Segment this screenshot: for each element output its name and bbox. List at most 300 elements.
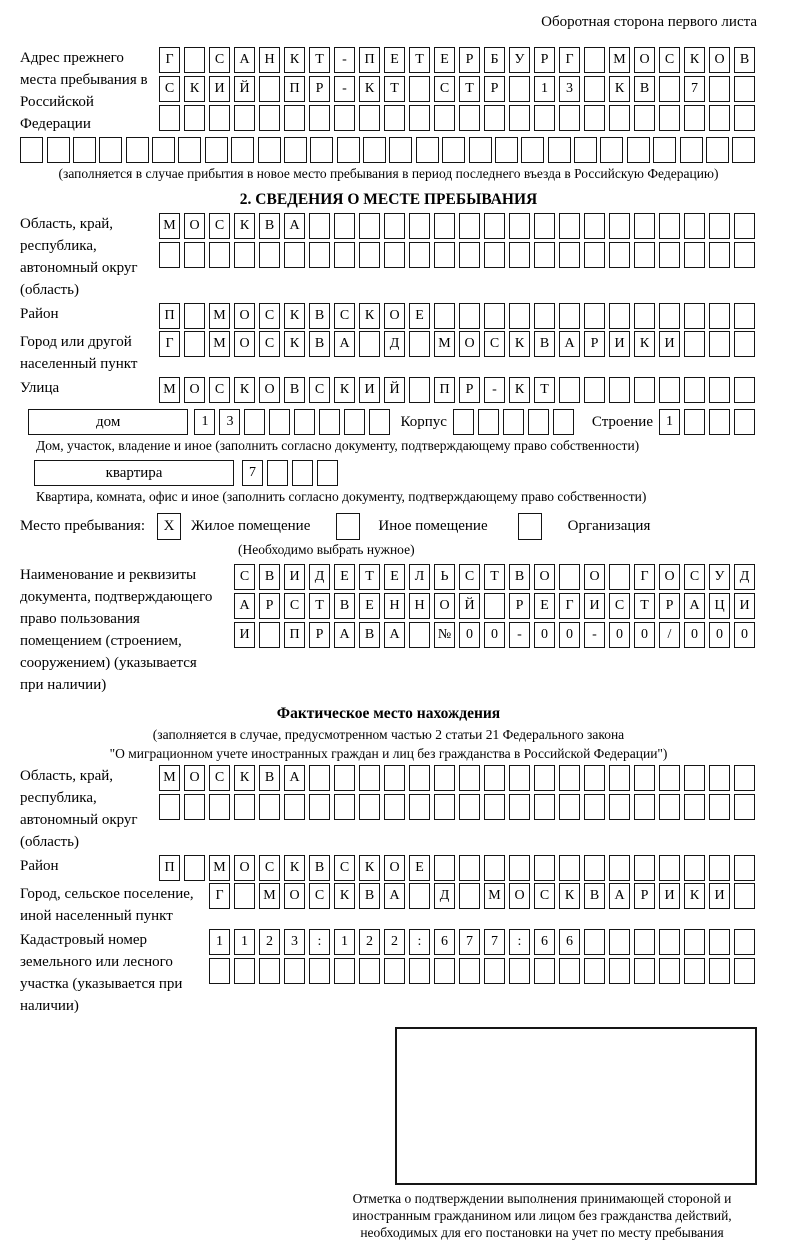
char-cell[interactable] (548, 137, 571, 163)
char-cell[interactable]: Г (634, 564, 655, 590)
char-cell[interactable]: О (459, 331, 480, 357)
char-cell[interactable]: Е (334, 564, 355, 590)
char-cell[interactable] (309, 105, 330, 131)
char-cell[interactable] (659, 303, 680, 329)
char-cell[interactable] (359, 242, 380, 268)
char-cell[interactable] (559, 105, 580, 131)
char-cell[interactable] (184, 47, 205, 73)
char-cell[interactable]: 7 (684, 76, 705, 102)
checkbox-residential[interactable]: X (157, 513, 181, 540)
char-cell[interactable]: А (384, 622, 405, 648)
char-cell[interactable] (634, 958, 655, 984)
char-cell[interactable]: К (684, 883, 705, 909)
char-cell[interactable]: К (284, 303, 305, 329)
char-cell[interactable] (234, 883, 255, 909)
char-cell[interactable] (534, 958, 555, 984)
char-cell[interactable]: С (284, 593, 305, 619)
char-cell[interactable]: Р (509, 593, 530, 619)
char-cell[interactable] (434, 958, 455, 984)
char-cell[interactable]: № (434, 622, 455, 648)
char-cell[interactable]: 6 (559, 929, 580, 955)
char-cell[interactable]: - (334, 47, 355, 73)
char-cell[interactable] (732, 137, 755, 163)
char-cell[interactable] (434, 765, 455, 791)
char-cell[interactable]: К (284, 331, 305, 357)
char-cell[interactable] (159, 794, 180, 820)
char-cell[interactable] (159, 105, 180, 131)
char-cell[interactable] (389, 137, 412, 163)
char-cell[interactable] (334, 794, 355, 820)
char-cell[interactable]: 1 (194, 409, 215, 435)
char-cell[interactable] (734, 242, 755, 268)
char-cell[interactable] (184, 794, 205, 820)
char-cell[interactable] (495, 137, 518, 163)
char-cell[interactable] (209, 242, 230, 268)
char-cell[interactable] (734, 377, 755, 403)
char-cell[interactable]: 0 (634, 622, 655, 648)
char-cell[interactable] (659, 765, 680, 791)
char-cell[interactable]: 1 (209, 929, 230, 955)
char-cell[interactable]: Е (409, 855, 430, 881)
char-cell[interactable] (459, 303, 480, 329)
char-cell[interactable]: Т (359, 564, 380, 590)
char-cell[interactable]: Н (259, 47, 280, 73)
char-cell[interactable]: С (209, 377, 230, 403)
char-cell[interactable]: К (284, 855, 305, 881)
char-cell[interactable]: Д (384, 331, 405, 357)
char-cell[interactable] (709, 958, 730, 984)
char-cell[interactable] (709, 377, 730, 403)
char-cell[interactable] (574, 137, 597, 163)
char-cell[interactable] (534, 765, 555, 791)
char-cell[interactable]: 0 (709, 622, 730, 648)
char-cell[interactable]: О (184, 765, 205, 791)
char-cell[interactable] (337, 137, 360, 163)
char-cell[interactable]: М (209, 303, 230, 329)
char-cell[interactable] (209, 794, 230, 820)
char-cell[interactable]: В (584, 883, 605, 909)
char-cell[interactable]: 1 (534, 76, 555, 102)
char-cell[interactable]: 3 (219, 409, 240, 435)
char-cell[interactable]: 0 (484, 622, 505, 648)
char-cell[interactable] (559, 564, 580, 590)
char-cell[interactable]: Д (734, 564, 755, 590)
char-cell[interactable]: 0 (734, 622, 755, 648)
char-cell[interactable] (584, 855, 605, 881)
char-cell[interactable]: Й (234, 76, 255, 102)
char-cell[interactable] (334, 242, 355, 268)
char-cell[interactable]: М (159, 213, 180, 239)
char-cell[interactable]: С (234, 564, 255, 590)
char-cell[interactable] (559, 855, 580, 881)
char-cell[interactable] (459, 105, 480, 131)
char-cell[interactable]: О (634, 47, 655, 73)
char-cell[interactable]: 3 (284, 929, 305, 955)
char-cell[interactable]: О (234, 331, 255, 357)
char-cell[interactable]: Г (209, 883, 230, 909)
char-cell[interactable]: 0 (609, 622, 630, 648)
char-cell[interactable] (384, 213, 405, 239)
char-cell[interactable]: И (359, 377, 380, 403)
char-cell[interactable] (269, 409, 290, 435)
char-cell[interactable] (709, 794, 730, 820)
char-cell[interactable] (609, 794, 630, 820)
char-cell[interactable]: С (434, 76, 455, 102)
char-cell[interactable] (409, 958, 430, 984)
char-cell[interactable] (434, 105, 455, 131)
char-cell[interactable]: П (359, 47, 380, 73)
char-cell[interactable]: М (484, 883, 505, 909)
char-cell[interactable]: Р (459, 47, 480, 73)
char-cell[interactable] (484, 855, 505, 881)
char-cell[interactable]: К (509, 331, 530, 357)
char-cell[interactable]: Р (484, 76, 505, 102)
char-cell[interactable] (258, 137, 281, 163)
char-cell[interactable]: 2 (384, 929, 405, 955)
char-cell[interactable] (284, 105, 305, 131)
char-cell[interactable] (634, 794, 655, 820)
char-cell[interactable] (484, 213, 505, 239)
char-cell[interactable] (384, 105, 405, 131)
char-cell[interactable] (99, 137, 122, 163)
char-cell[interactable] (409, 765, 430, 791)
char-cell[interactable] (434, 242, 455, 268)
char-cell[interactable] (284, 242, 305, 268)
char-cell[interactable] (20, 137, 43, 163)
char-cell[interactable] (609, 242, 630, 268)
char-cell[interactable] (653, 137, 676, 163)
char-cell[interactable] (259, 105, 280, 131)
char-cell[interactable]: П (284, 76, 305, 102)
char-cell[interactable] (684, 958, 705, 984)
char-cell[interactable] (416, 137, 439, 163)
char-cell[interactable]: У (509, 47, 530, 73)
char-cell[interactable] (600, 137, 623, 163)
char-cell[interactable]: С (459, 564, 480, 590)
char-cell[interactable]: М (209, 331, 230, 357)
char-cell[interactable] (559, 958, 580, 984)
char-cell[interactable]: М (259, 883, 280, 909)
char-cell[interactable] (559, 377, 580, 403)
char-cell[interactable]: О (184, 377, 205, 403)
char-cell[interactable] (509, 76, 530, 102)
char-cell[interactable]: С (659, 47, 680, 73)
char-cell[interactable]: 0 (459, 622, 480, 648)
char-cell[interactable]: - (509, 622, 530, 648)
char-cell[interactable] (684, 794, 705, 820)
char-cell[interactable]: П (159, 855, 180, 881)
char-cell[interactable] (459, 883, 480, 909)
char-cell[interactable] (584, 377, 605, 403)
char-cell[interactable] (709, 242, 730, 268)
char-cell[interactable]: А (334, 331, 355, 357)
char-cell[interactable] (409, 213, 430, 239)
char-cell[interactable]: О (234, 303, 255, 329)
char-cell[interactable] (434, 855, 455, 881)
char-cell[interactable]: К (634, 331, 655, 357)
char-cell[interactable] (234, 242, 255, 268)
char-cell[interactable]: О (259, 377, 280, 403)
char-cell[interactable] (509, 213, 530, 239)
char-cell[interactable] (709, 331, 730, 357)
char-cell[interactable] (284, 137, 307, 163)
char-cell[interactable]: Й (459, 593, 480, 619)
char-cell[interactable] (609, 855, 630, 881)
char-cell[interactable]: / (659, 622, 680, 648)
char-cell[interactable] (684, 105, 705, 131)
char-cell[interactable] (359, 794, 380, 820)
char-cell[interactable]: Е (409, 303, 430, 329)
char-cell[interactable]: И (659, 331, 680, 357)
char-cell[interactable]: П (159, 303, 180, 329)
char-cell[interactable] (609, 765, 630, 791)
char-cell[interactable] (559, 242, 580, 268)
char-cell[interactable]: : (409, 929, 430, 955)
char-cell[interactable] (659, 76, 680, 102)
char-cell[interactable]: - (334, 76, 355, 102)
char-cell[interactable] (309, 765, 330, 791)
char-cell[interactable] (459, 855, 480, 881)
char-cell[interactable] (584, 47, 605, 73)
char-cell[interactable]: С (259, 855, 280, 881)
char-cell[interactable] (584, 958, 605, 984)
char-cell[interactable] (709, 303, 730, 329)
char-cell[interactable] (369, 409, 390, 435)
char-cell[interactable]: 2 (259, 929, 280, 955)
char-cell[interactable] (634, 303, 655, 329)
char-cell[interactable] (359, 331, 380, 357)
char-cell[interactable]: - (584, 622, 605, 648)
char-cell[interactable] (706, 137, 729, 163)
char-cell[interactable]: В (359, 883, 380, 909)
char-cell[interactable] (484, 242, 505, 268)
char-cell[interactable]: Ь (434, 564, 455, 590)
char-cell[interactable] (484, 765, 505, 791)
char-cell[interactable] (453, 409, 474, 435)
char-cell[interactable] (709, 76, 730, 102)
char-cell[interactable] (384, 765, 405, 791)
char-cell[interactable] (627, 137, 650, 163)
char-cell[interactable] (734, 409, 755, 435)
char-cell[interactable] (484, 303, 505, 329)
char-cell[interactable]: 7 (242, 460, 263, 486)
char-cell[interactable] (684, 409, 705, 435)
char-cell[interactable] (152, 137, 175, 163)
char-cell[interactable]: К (234, 765, 255, 791)
char-cell[interactable] (284, 794, 305, 820)
char-cell[interactable]: Е (384, 47, 405, 73)
char-cell[interactable] (334, 105, 355, 131)
char-cell[interactable]: К (234, 213, 255, 239)
char-cell[interactable]: Г (159, 47, 180, 73)
char-cell[interactable] (259, 794, 280, 820)
char-cell[interactable] (184, 331, 205, 357)
char-cell[interactable] (584, 213, 605, 239)
char-cell[interactable] (459, 958, 480, 984)
char-cell[interactable]: : (509, 929, 530, 955)
char-cell[interactable]: С (209, 47, 230, 73)
char-cell[interactable] (634, 765, 655, 791)
char-cell[interactable] (559, 213, 580, 239)
char-cell[interactable] (126, 137, 149, 163)
char-cell[interactable]: О (284, 883, 305, 909)
char-cell[interactable] (317, 460, 338, 486)
char-cell[interactable]: Т (309, 593, 330, 619)
char-cell[interactable] (459, 794, 480, 820)
char-cell[interactable] (209, 958, 230, 984)
char-cell[interactable] (584, 76, 605, 102)
char-cell[interactable]: С (534, 883, 555, 909)
char-cell[interactable] (284, 958, 305, 984)
char-cell[interactable]: Р (659, 593, 680, 619)
char-cell[interactable] (684, 331, 705, 357)
char-cell[interactable] (478, 409, 499, 435)
char-cell[interactable] (559, 765, 580, 791)
char-cell[interactable]: С (159, 76, 180, 102)
char-cell[interactable] (659, 855, 680, 881)
char-cell[interactable] (609, 564, 630, 590)
char-cell[interactable] (294, 409, 315, 435)
char-cell[interactable] (384, 958, 405, 984)
char-cell[interactable] (409, 377, 430, 403)
char-cell[interactable]: А (284, 765, 305, 791)
char-cell[interactable]: 7 (484, 929, 505, 955)
char-cell[interactable]: М (609, 47, 630, 73)
char-cell[interactable] (484, 593, 505, 619)
char-cell[interactable]: В (259, 765, 280, 791)
char-cell[interactable] (659, 929, 680, 955)
char-cell[interactable] (434, 794, 455, 820)
char-cell[interactable] (534, 794, 555, 820)
char-cell[interactable]: В (534, 331, 555, 357)
char-cell[interactable] (559, 794, 580, 820)
char-cell[interactable]: К (359, 855, 380, 881)
char-cell[interactable] (734, 76, 755, 102)
char-cell[interactable]: И (659, 883, 680, 909)
char-cell[interactable]: С (309, 883, 330, 909)
char-cell[interactable]: Е (434, 47, 455, 73)
char-cell[interactable]: Н (384, 593, 405, 619)
char-cell[interactable] (292, 460, 313, 486)
char-cell[interactable]: О (234, 855, 255, 881)
char-cell[interactable] (534, 213, 555, 239)
char-cell[interactable] (609, 303, 630, 329)
char-cell[interactable] (73, 137, 96, 163)
char-cell[interactable]: И (284, 564, 305, 590)
char-cell[interactable] (209, 105, 230, 131)
char-cell[interactable]: К (184, 76, 205, 102)
char-cell[interactable] (231, 137, 254, 163)
char-cell[interactable]: С (209, 765, 230, 791)
char-cell[interactable]: И (584, 593, 605, 619)
char-cell[interactable]: В (309, 331, 330, 357)
char-cell[interactable] (709, 929, 730, 955)
char-cell[interactable] (359, 105, 380, 131)
char-cell[interactable]: С (684, 564, 705, 590)
char-cell[interactable]: И (734, 593, 755, 619)
char-cell[interactable] (584, 105, 605, 131)
char-cell[interactable]: В (334, 593, 355, 619)
char-cell[interactable] (47, 137, 70, 163)
char-cell[interactable]: : (309, 929, 330, 955)
char-cell[interactable] (659, 105, 680, 131)
char-cell[interactable] (459, 765, 480, 791)
char-cell[interactable]: К (359, 303, 380, 329)
char-cell[interactable] (359, 958, 380, 984)
char-cell[interactable]: И (234, 622, 255, 648)
char-cell[interactable]: Б (484, 47, 505, 73)
char-cell[interactable] (178, 137, 201, 163)
char-cell[interactable]: С (609, 593, 630, 619)
char-cell[interactable] (184, 855, 205, 881)
char-cell[interactable] (159, 242, 180, 268)
char-cell[interactable] (684, 377, 705, 403)
char-cell[interactable]: Т (459, 76, 480, 102)
char-cell[interactable]: А (559, 331, 580, 357)
char-cell[interactable]: К (684, 47, 705, 73)
char-cell[interactable]: И (209, 76, 230, 102)
char-cell[interactable] (484, 794, 505, 820)
char-cell[interactable]: А (284, 213, 305, 239)
char-cell[interactable] (309, 213, 330, 239)
char-cell[interactable]: С (484, 331, 505, 357)
char-cell[interactable] (259, 76, 280, 102)
char-cell[interactable]: О (509, 883, 530, 909)
char-cell[interactable]: 1 (334, 929, 355, 955)
char-cell[interactable] (409, 76, 430, 102)
char-cell[interactable]: А (334, 622, 355, 648)
char-cell[interactable]: Р (309, 622, 330, 648)
char-cell[interactable]: 0 (559, 622, 580, 648)
char-cell[interactable]: П (284, 622, 305, 648)
char-cell[interactable]: 0 (534, 622, 555, 648)
char-cell[interactable] (359, 765, 380, 791)
char-cell[interactable]: С (309, 377, 330, 403)
char-cell[interactable] (734, 855, 755, 881)
char-cell[interactable]: И (709, 883, 730, 909)
char-cell[interactable] (709, 765, 730, 791)
char-cell[interactable]: Р (634, 883, 655, 909)
char-cell[interactable] (442, 137, 465, 163)
char-cell[interactable]: С (334, 855, 355, 881)
char-cell[interactable] (259, 242, 280, 268)
char-cell[interactable] (344, 409, 365, 435)
char-cell[interactable]: К (609, 76, 630, 102)
char-cell[interactable] (634, 105, 655, 131)
char-cell[interactable]: С (209, 213, 230, 239)
char-cell[interactable] (609, 929, 630, 955)
char-cell[interactable]: Т (534, 377, 555, 403)
char-cell[interactable]: В (284, 377, 305, 403)
char-cell[interactable] (334, 958, 355, 984)
char-cell[interactable] (459, 213, 480, 239)
char-cell[interactable] (684, 929, 705, 955)
char-cell[interactable] (384, 242, 405, 268)
char-cell[interactable] (509, 958, 530, 984)
char-cell[interactable] (534, 855, 555, 881)
char-cell[interactable] (553, 409, 574, 435)
char-cell[interactable] (309, 794, 330, 820)
char-cell[interactable] (659, 794, 680, 820)
char-cell[interactable] (734, 958, 755, 984)
char-cell[interactable] (609, 213, 630, 239)
char-cell[interactable] (184, 242, 205, 268)
char-cell[interactable] (634, 377, 655, 403)
char-cell[interactable] (244, 409, 265, 435)
char-cell[interactable]: К (234, 377, 255, 403)
char-cell[interactable]: У (709, 564, 730, 590)
char-cell[interactable]: - (484, 377, 505, 403)
